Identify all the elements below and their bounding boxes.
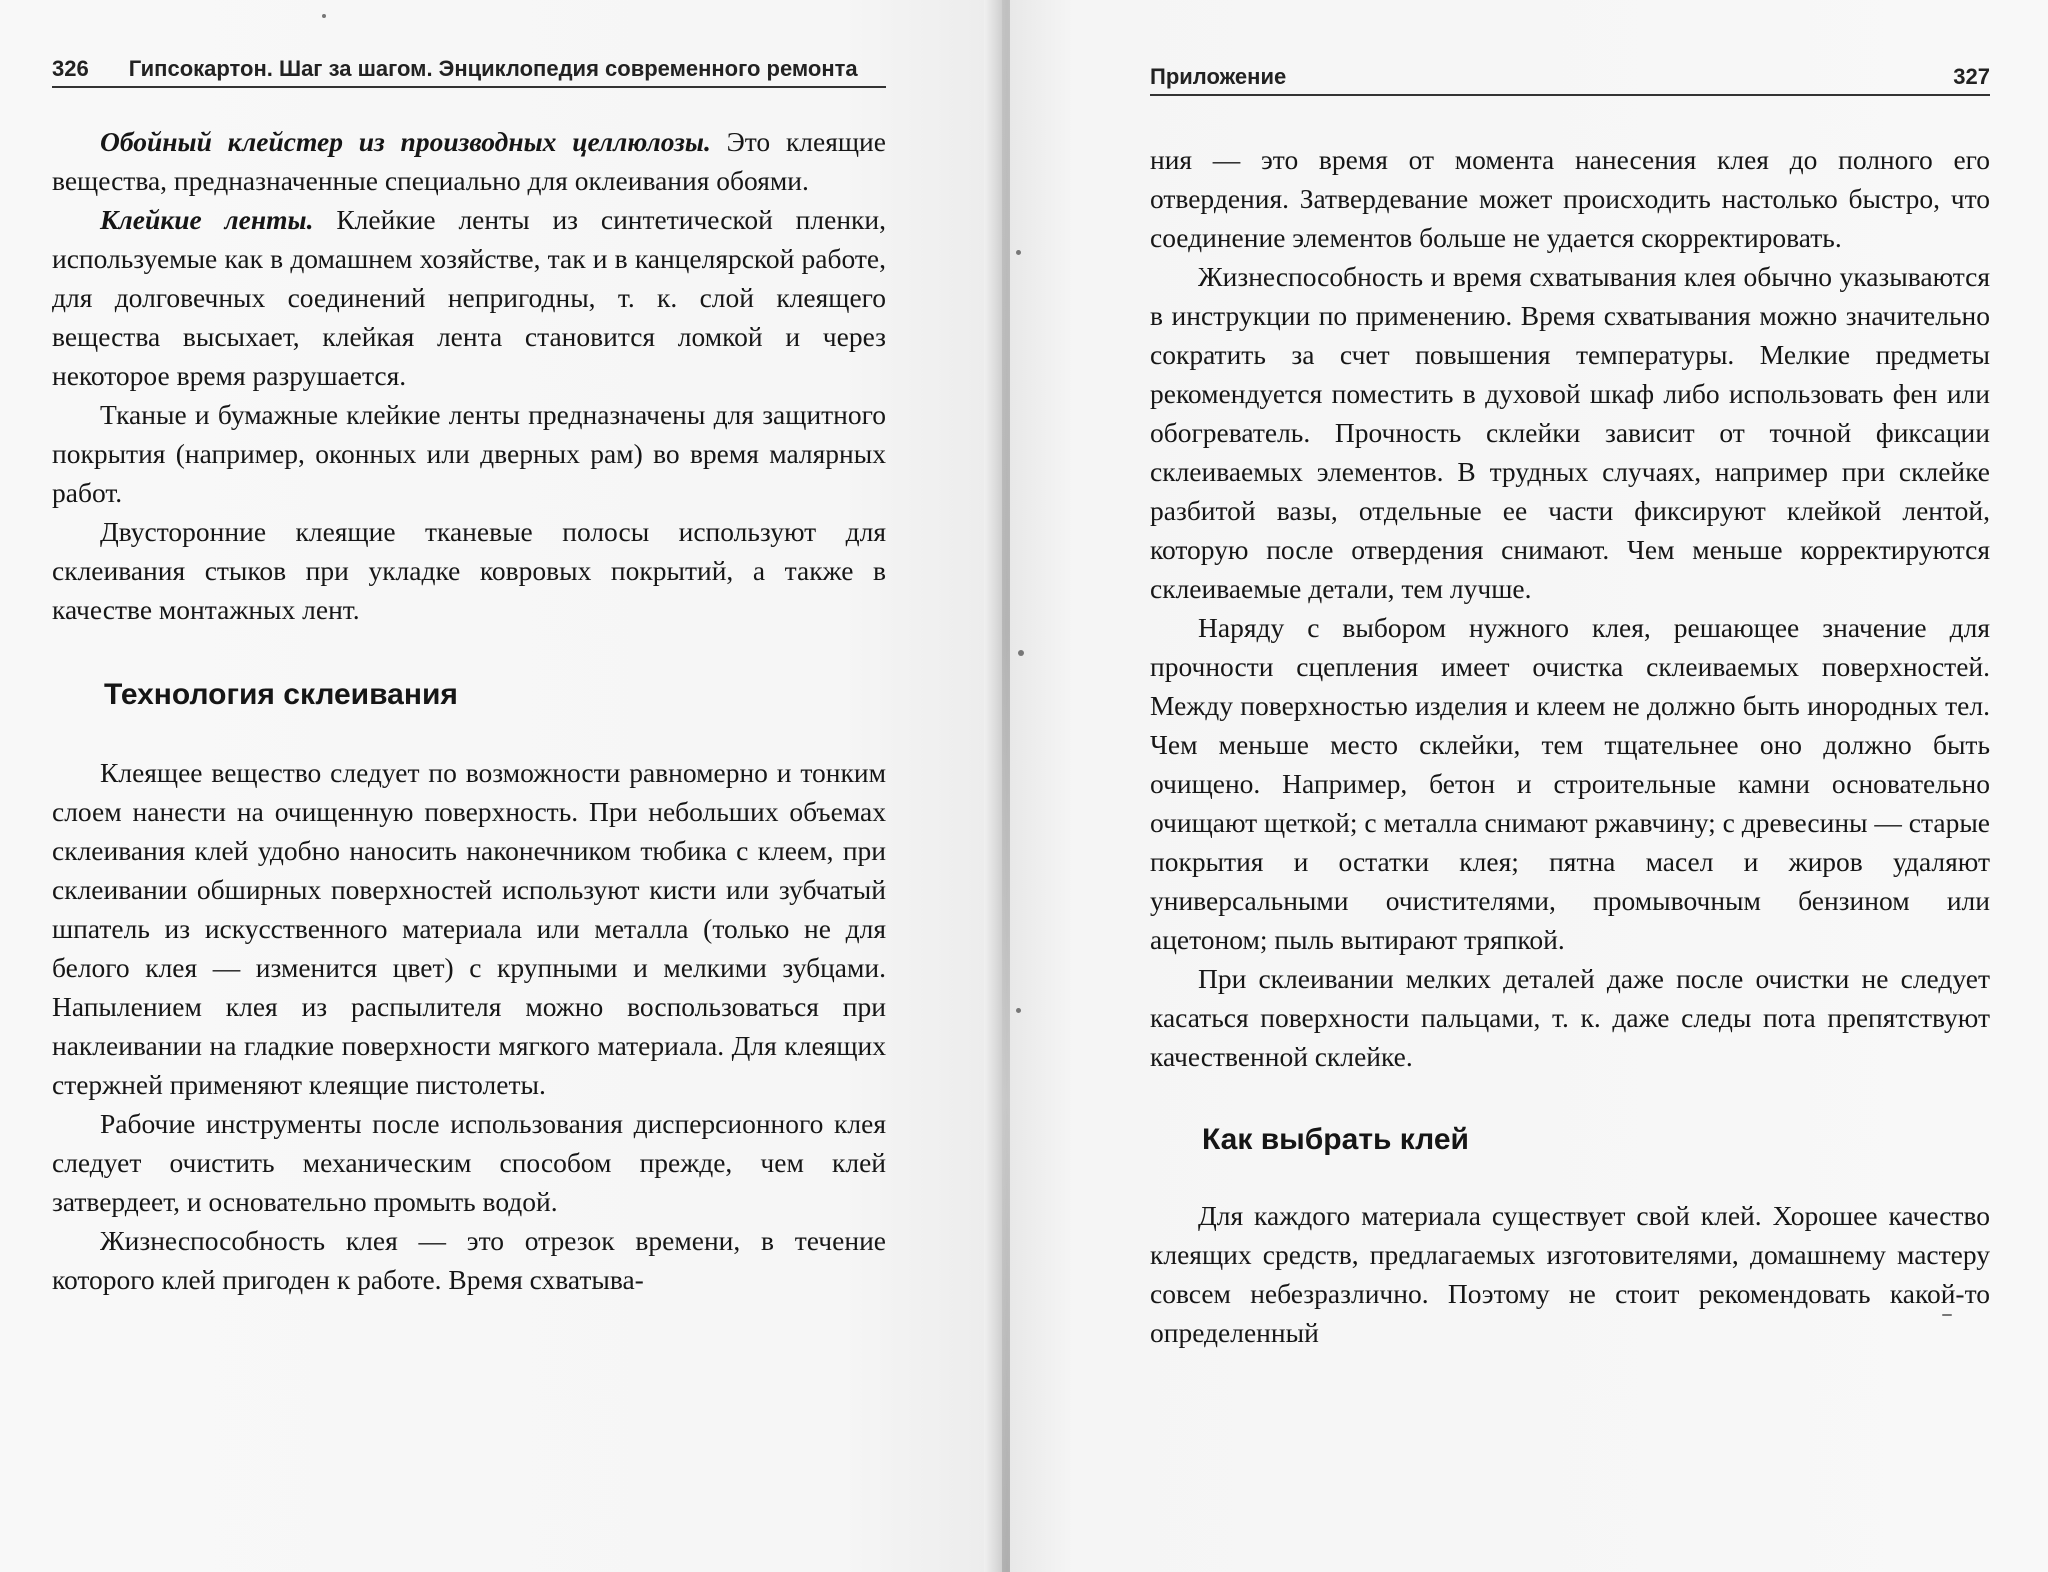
right-running-head: [1150, 64, 1990, 96]
scan-speck: [322, 14, 326, 18]
left-body-text: [52, 122, 886, 1299]
paragraph: Наряду с выбором нужного клея, решающее значение для прочности сцепления имеет очистка склеиваемых поверхностей. Между поверхностью изделия и клеем не должно быть инородных тел. Чем меньше место склейки, тем тщательнее оно должно быть очищено. Например, бетон и строительные камни основательно очищают щеткой; с металла снимают ржавчину; с древесины — старые покрытия и остатки клея; пятна масел и жиров удаляют универсальными очистителями, промывочным бензином или ацетоном; пыль вытирают тряпкой.: [1150, 612, 1990, 955]
scan-speck: [1016, 1008, 1021, 1013]
scan-speck: [1942, 1314, 1952, 1316]
scan-speck: [1018, 650, 1024, 656]
paragraph: Жизнеспособность клея — это отрезок времени, в течение которого клей пригоден к работе. Время схватыва-: [52, 1225, 886, 1295]
paragraph: При склеивании мелких деталей даже после очистки не следует касаться поверхности пальцами, т. к. даже следы пота препятствуют качественной склейке.: [1150, 963, 1990, 1072]
paragraph: Тканые и бумажные клейкие ленты предназначены для защитного покрытия (например, оконных или дверных рам) во время малярных работ.: [52, 399, 886, 508]
left-page: [0, 0, 990, 1572]
paragraph: ния — это время от момента нанесения клея до полного его отвердения. Затвердевание может происходить настолько быстро, что соединение элементов больше не удается скорректировать.: [1150, 144, 1990, 253]
paragraph: Двусторонние клеящие тканевые полосы используют для склеивания стыков при укладке ковровых покрытий, а также в качестве монтажных лент.: [52, 516, 886, 625]
scan-speck: [1016, 250, 1021, 255]
section-heading: Как выбрать клей: [1202, 1123, 1469, 1156]
paragraph: Рабочие инструменты после использования дисперсионного клея следует очистить механическим способом прежде, чем клей затвердеет, и основательно промыть водой.: [52, 1108, 886, 1217]
paragraph: Клеящее вещество следует по возможности равномерно и тонким слоем нанести на очищенную поверхность. При небольших объемах склеивания клей удобно наносить наконечником тюбика с клеем, при склеивании обширных поверхностей используют кисти или зубчатый шпатель из искусственного материала или металла (только не для белого клея — изменится цвет) с крупными и мелкими зубцами. Напылением клея из распылителя можно воспользоваться при наклеивании на гладкие поверхности мягкого материала. Для клеящих стержней применяют клеящие пистолеты.: [52, 757, 886, 1100]
left-running-head: [52, 56, 886, 88]
paragraph: Клейкие ленты. Клейкие ленты из синтетической пленки, используемые как в домашнем хозяйстве, так и в канцелярской работе, для долговечных соединений непригодны, т. к. слой клеящего вещества высыхает, клейкая лента становится ломкой и через некоторое время разрушается.: [52, 204, 886, 391]
term: Обойный клейстер из производных целлюлозы.: [100, 126, 711, 157]
left-page-number: 326: [52, 56, 89, 81]
right-body-text: [1150, 140, 1990, 1352]
right-running-title: Приложение: [1150, 64, 1287, 89]
left-running-title: Гипсокартон. Шаг за шагом. Энциклопедия современного ремонта: [128, 56, 858, 81]
right-page: [1010, 0, 2048, 1572]
section-heading: Технология склеивания: [104, 678, 458, 711]
paragraph: Для каждого материала существует свой клей. Хорошее качество клеящих средств, предлагаемых изготовителями, домашнему мастеру совсем небезразлично. Поэтому не стоит рекомендовать какой-то определенный: [1150, 1200, 1990, 1348]
term: Клейкие ленты.: [100, 204, 314, 235]
paragraph: Обойный клейстер из производных целлюлозы. Это клеящие вещества, предназначенные специально для оклеивания обоями.: [52, 126, 886, 196]
right-page-number: 327: [1953, 64, 1990, 89]
paragraph: Жизнеспособность и время схватывания клея обычно указываются в инструкции по применению. Время схватывания можно значительно сократить за счет повышения температуры. Мелкие предметы рекомендуется поместить в духовой шкаф либо использовать фен или обогреватель. Прочность склейки зависит от точной фиксации склеиваемых элементов. В трудных случаях, например при склейке разбитой вазы, отдельные ее части фиксируют клейкой лентой, которую после отвердения снимают. Чем меньше корректируются склеиваемые детали, тем лучше.: [1150, 261, 1990, 604]
gutter-shadow: [1002, 0, 1010, 1572]
